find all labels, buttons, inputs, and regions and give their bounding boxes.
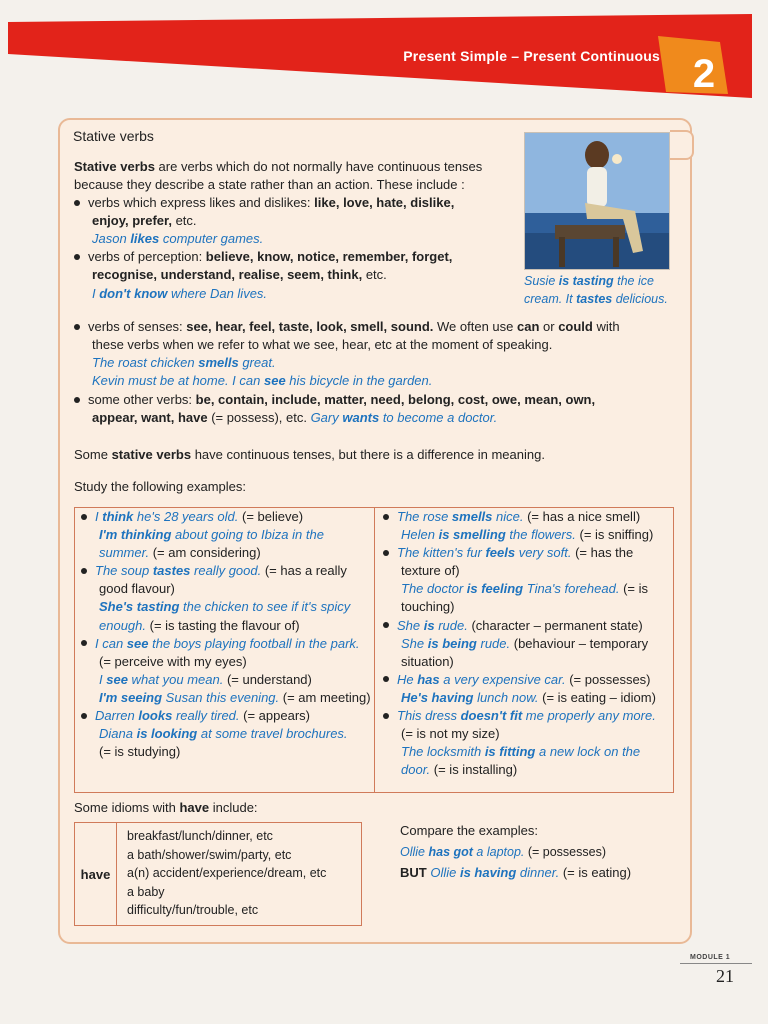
intro-line-2: because they describe a state rather than an action. These include : (74, 177, 465, 192)
difference-note: Some stative verbs have continuous tenses, but there is a difference in meaning. (74, 447, 545, 462)
example-dan: I don't know where Dan lives. (92, 286, 268, 301)
bullet-likes: verbs which express likes and dislikes: like, love, hate, dislike, (74, 194, 454, 212)
example-jason: Jason likes computer games. (92, 231, 264, 246)
compare-example-1: Ollie has got a laptop. (= possesses) (400, 845, 607, 859)
chapter-number: 2 (692, 52, 716, 96)
examples-right-column: The rose smells nice. (= has a nice smell) Helen is smelling the flowers. (= is sniffing) The kitten's fur feels very soft. (= has the texture of) The doctor is feeling Tina's forehead. (= is touching) She is rude. (character – permanent state) She is being rude. (behaviour – temporary situation) He has a very expensive car. (= possesses) He's having lunch now. (= is eating – idiom) This dress doesn't fit me properly any more. (= is not my size) The locksmith is fitting a new lock on the door. (= is installing) (383, 508, 671, 779)
examples-table (74, 507, 674, 793)
photo-woman-ice-cream (524, 132, 670, 270)
study-label: Study the following examples: (74, 479, 246, 494)
bullet-other-cont: appear, want, have (= possess), etc. Gary wants to become a doctor. (92, 410, 498, 425)
idioms-intro: Some idioms with have include: (74, 800, 258, 815)
idioms-table (74, 822, 362, 926)
idioms-list (127, 827, 326, 920)
bullet-other: some other verbs: be, contain, include, matter, need, belong, cost, owe, mean, own, (74, 391, 595, 409)
bullet-perception-cont: recognise, understand, realise, seem, think, etc. (92, 267, 387, 282)
idiom-item: breakfast/lunch/dinner, etc (127, 829, 273, 843)
idiom-item: a bath/shower/swim/party, etc (127, 847, 292, 862)
bullet-senses-cont: these verbs when we refer to what we see, hear, etc at the moment of speaking. (92, 337, 553, 352)
idiom-item: a baby (127, 884, 165, 899)
intro-line-1: Stative verbs are verbs which do not normally have continuous tenses (74, 159, 483, 174)
idiom-item: a(n) accident/experience/dream, etc (127, 866, 327, 881)
idiom-item: difficulty/fun/trouble, etc (127, 903, 259, 918)
compare-example-2: BUT Ollie is having dinner. (= is eating) (400, 865, 632, 880)
page-number: 21 (716, 966, 734, 986)
examples-left-column: I think he's 28 years old. (= believe) I'm thinking about going to Ibiza in the summer. (= am considering) The soup tastes really good. (= has a really good flavour) She's tasting the chicken to see if it's spicy enough. (= is tasting the flavour of) I can see the boys playing football in the park. (= perceive with my eyes) I see what you mean. (= understand) I'm seeing Susan this evening. (= am meeting) Darren looks really tired. (= appears) Diana is looking at some travel brochures. (= is studying) (81, 508, 369, 761)
photo-caption: Susie is tasting the ice cream. It tastes delicious. (524, 274, 668, 306)
bullet-senses: verbs of senses: see, hear, feel, taste, look, smell, sound. We often use can or could with (74, 318, 620, 336)
idioms-label: have (75, 823, 117, 925)
example-kevin: Kevin must be at home. I can see his bicycle in the garden. (92, 373, 433, 388)
bullet-perception: verbs of perception: believe, know, notice, remember, forget, (74, 248, 452, 266)
section-heading: Stative verbs (73, 128, 154, 144)
banner-title: Present Simple – Present Continuous (403, 48, 660, 64)
example-chicken: The roast chicken smells great. (92, 355, 276, 370)
panel-tab (670, 130, 694, 160)
footer-rule (680, 963, 752, 964)
module-label: MODULE 1 (690, 954, 731, 961)
bullet-likes-cont: enjoy, prefer, etc. (92, 213, 197, 228)
compare-title: Compare the examples: (400, 823, 539, 838)
chapter-banner (8, 14, 752, 98)
